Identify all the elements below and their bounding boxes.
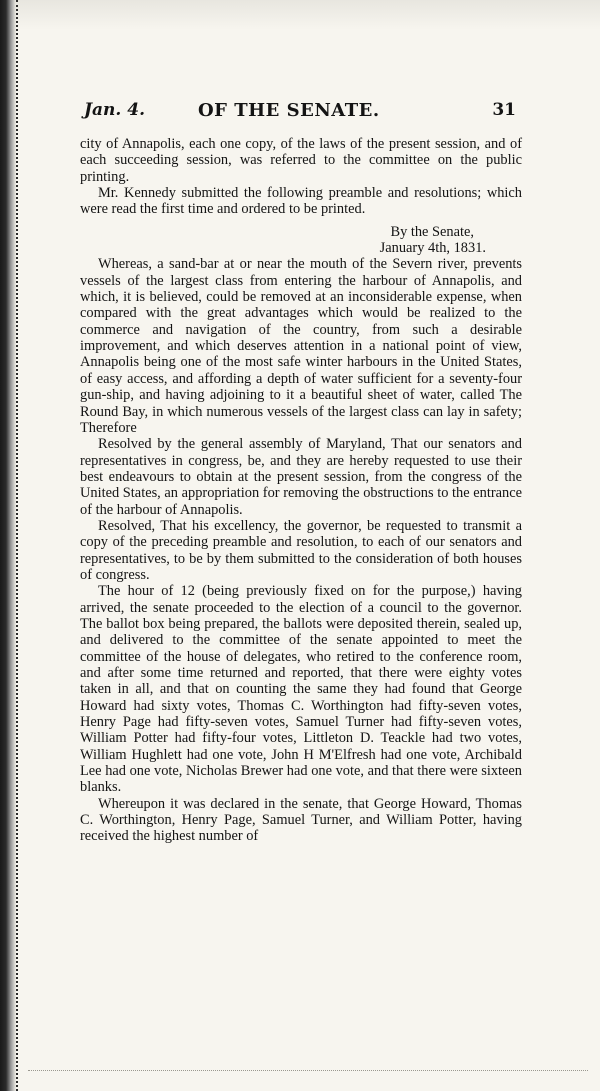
paragraph-whereupon: Whereupon it was declared in the senate, that George Howard, Thomas C. Worthington, Henry Page, Samuel Turner, and William Potter, having received the highest number of xyxy=(80,795,522,845)
page-left-edge xyxy=(0,0,16,1091)
paragraph-continuation: city of Annapolis, each one copy, of the laws of the present session, and of each succeeding session, was referred to the committee on the public printing. xyxy=(80,136,522,185)
page-number: 31 xyxy=(492,100,516,120)
binding-edge xyxy=(16,0,26,1091)
paragraph-resolved-1: Resolved by the general assembly of Maryland, That our senators and representatives in congress, be, and they are hereby requested to use their best endeavours to obtain at the present session, from the congress of the United States, an appropriation for removing the obstructions to the entrance of the harbour of Annapolis. xyxy=(80,436,522,518)
page-bottom-edge xyxy=(28,1068,588,1071)
heading-by-the-senate: By the Senate, xyxy=(390,223,474,240)
running-header xyxy=(80,100,520,124)
page-top-edge xyxy=(16,0,600,30)
paragraph-election: The hour of 12 (being previously fixed on for the purpose,) having arrived, the senate proceeded to the election of a council to the governor. The ballot box being prepared, the ballots were deposited therein, sealed up, and delivered to the committee of the senate appointed to meet the committee of the house of delegates, who retired to the conference room, and after some time returned and reported, that there were eighty votes taken in all, and that on counting the same they had found that George Howard had sixty votes, Thomas C. Worthington had fifty-seven votes, Henry Page had fifty-seven votes, Samuel Turner had fifty-seven votes, William Potter had fifty-four votes, Littleton D. Teackle had two votes, William Hughlett had one vote, John H M'Elfresh had one vote, Archibald Lee had one vote, Nicholas Brewer had one vote, and that there were sixteen blanks. xyxy=(80,583,522,796)
body-text xyxy=(80,136,522,845)
paragraph-resolved-2: Resolved, That his excellency, the governor, be requested to transmit a copy of the preceding preamble and resolution, to each of our senators and representatives, to be by them submitted to the consideration of both houses of congress. xyxy=(80,517,522,583)
header-title: OF THE SENATE. xyxy=(198,100,380,121)
paragraph-whereas: Whereas, a sand-bar at or near the mouth of the Severn river, prevents vessels of the largest class from entering the harbour of Annapolis, and which, it is believed, could be removed at an inconsiderable expense, when compared with the great advantages which would be realized to the commerce and navigation of the country, from such a desirable improvement, and which deserves attention in a national point of view, Annapolis being one of the most safe winter harbours in the United States, of easy access, and affording a depth of water sufficient for a seventy-four gun-ship, and having adjoining to it a beautiful sheet of water, called The Round Bay, in which numerous vessels of the largest class can lay in safety; Therefore xyxy=(80,256,522,436)
paragraph-kennedy: Mr. Kennedy submitted the following preamble and resolutions; which were read the first time and ordered to be printed. xyxy=(80,185,522,218)
heading-date: January 4th, 1831. xyxy=(379,240,486,257)
header-date: Jan. 4. xyxy=(84,100,146,120)
